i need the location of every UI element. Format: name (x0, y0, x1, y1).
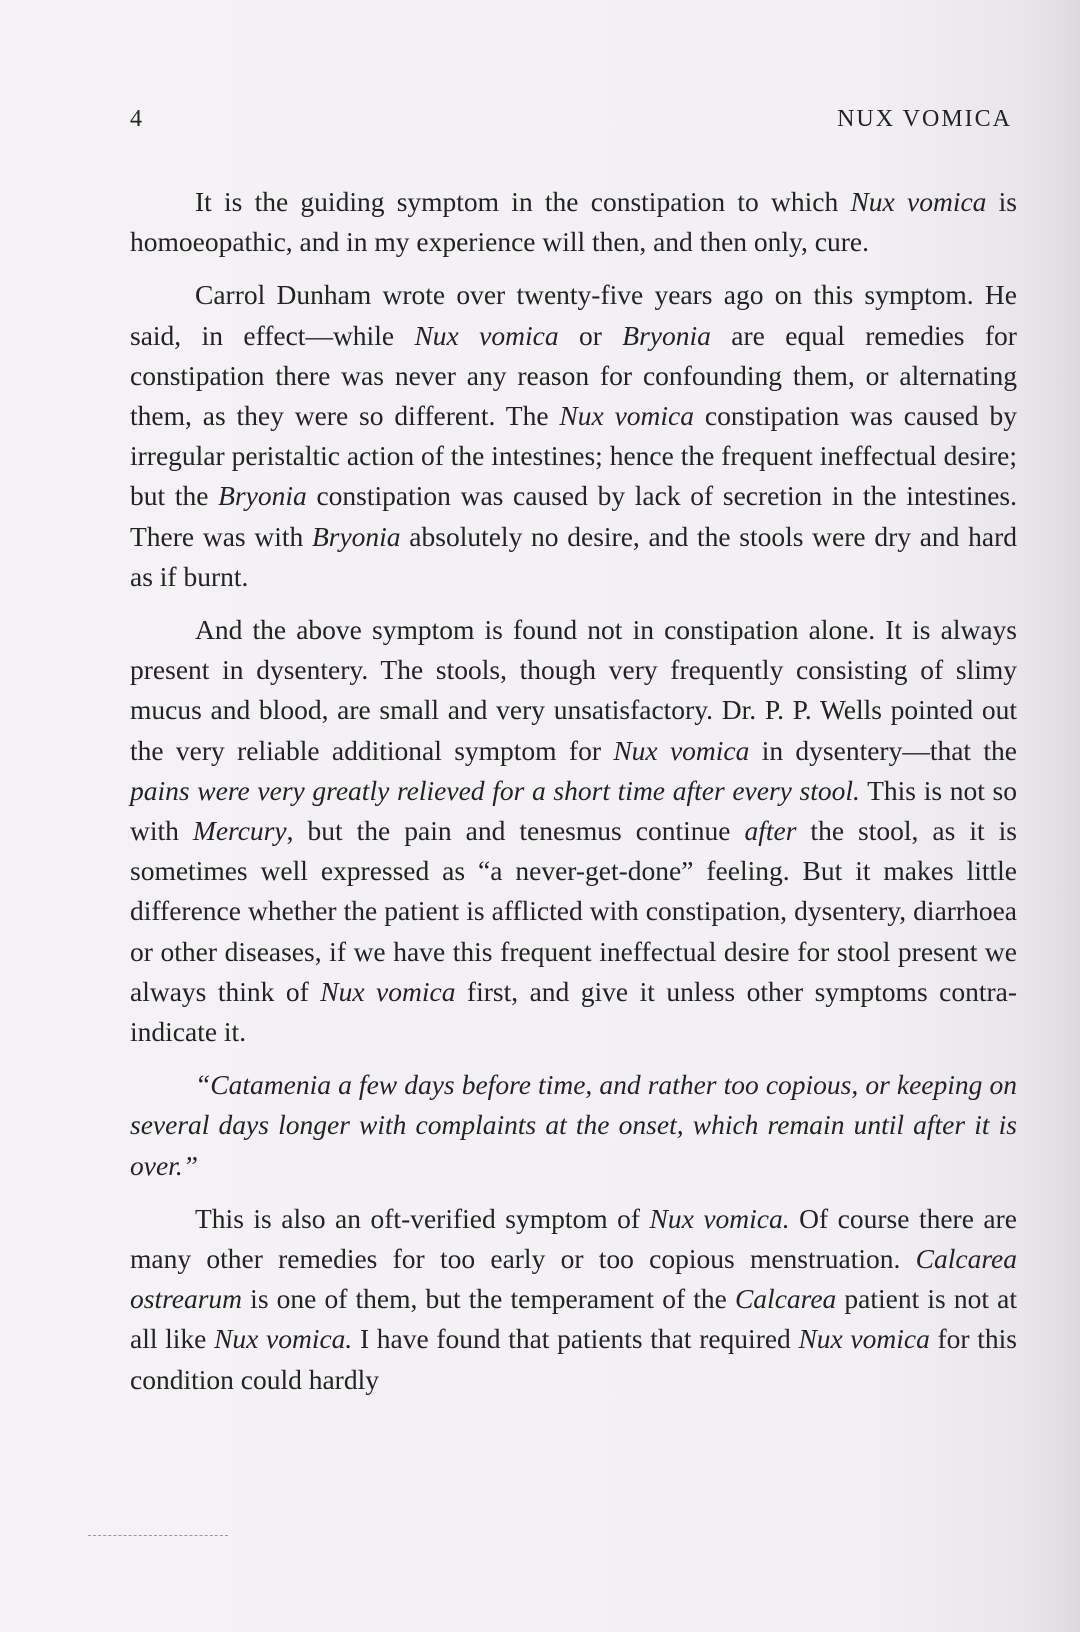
quoted-symptom-paragraph (130, 1065, 1017, 1186)
body-text (130, 182, 1017, 1400)
text-segment: or (558, 319, 623, 351)
body-paragraph (130, 1199, 1017, 1400)
text-segment: This is not so with (130, 774, 1018, 847)
text-segment: first, and give it unless other symptoms contra-indicate it. (130, 975, 1017, 1048)
text-segment: And the above symptom is found not in constipation alone. It is always present in dysentery. The stools, though very frequently consisting of slimy mucus and blood, are small and very unsatisfactory. Dr. P. P. Wells pointed out the very reliable additional symptom for (130, 614, 1017, 766)
text-segment: constipation was caused by lack of secretion in the intestines. There was with (130, 480, 1017, 552)
text-segment: for this condition could hardly (130, 1323, 1017, 1395)
italic-text-segment: Nux vomica (559, 400, 694, 432)
italic-text-segment: Nux vomica (850, 186, 987, 217)
italic-text-segment: Bryonia (311, 520, 401, 552)
body-paragraph (130, 182, 1017, 262)
italic-text-segment: Calcarea ostrearum (130, 1243, 1017, 1315)
text-segment: in dysentery—that the (749, 734, 1017, 766)
text-segment: It is the guiding symptom in the constipation to which (195, 186, 851, 217)
body-paragraph (130, 610, 1017, 1052)
text-segment: absolutely no desire, and the stools were dry and hard as if burnt. (130, 520, 1017, 592)
italic-text-segment: Nux vomica (798, 1323, 930, 1355)
text-segment: is homoeopathic, and in my experience will then, and then only, cure. (130, 186, 1017, 258)
text-segment: patient is not at all like (130, 1283, 1017, 1355)
text-segment: Of course there are many other remedies for too early or too copious menstruation. (130, 1202, 1017, 1275)
italic-text-segment: pains were very greatly relieved for a short time after every stool. (130, 774, 860, 806)
text-segment: the stool, as it is sometimes well expressed as “a never-get-done” feeling. But it makes little difference whether the patient is afflicted with constipation, dysentery, diarrhoea or other diseases, if we have this frequent ineffectual desire for stool present we always think of (130, 815, 1017, 1007)
italic-text-segment: Calcarea (734, 1283, 837, 1315)
italic-text-segment: Bryonia (218, 480, 307, 512)
page-header (130, 106, 1012, 140)
text-segment: Carrol Dunham wrote over twenty-five years ago on this symptom. He said, in effect—while (130, 279, 1017, 351)
italic-text-segment: Nux vomica. (649, 1202, 790, 1234)
italic-text-segment: Nux vomica (320, 975, 456, 1007)
italic-text-segment: “Catamenia a few days before time, and rather too copious, or keeping on several days longer with complaints at the onset, which remain until after it is over.” (130, 1069, 1017, 1181)
text-segment: , but the pain and tenesmus continue (286, 815, 745, 847)
text-segment: This is also an oft-verified symptom of (195, 1202, 650, 1234)
body-paragraph (130, 275, 1017, 597)
text-segment: I have found that patients that required (352, 1323, 799, 1355)
footer-mark (88, 1535, 228, 1538)
italic-text-segment: Bryonia (622, 319, 711, 351)
italic-text-segment: Nux vomica (414, 319, 559, 351)
text-segment: are equal remedies for constipation there was never any reason for confounding them, or alternating them, as they were so different. The (130, 319, 1017, 432)
italic-text-segment: Mercury (192, 815, 287, 847)
text-segment: constipation was caused by irregular peristaltic action of the intestines; hence the frequent ineffectual desire; but the (130, 400, 1017, 512)
italic-text-segment: after (744, 815, 797, 847)
italic-text-segment: Nux vomica. (214, 1323, 353, 1355)
text-segment: is one of them, but the temperament of the (242, 1283, 735, 1315)
italic-text-segment: Nux vomica (613, 734, 750, 766)
running-head: NUX VOMICA (837, 106, 1012, 132)
page-number: 4 (130, 106, 143, 132)
